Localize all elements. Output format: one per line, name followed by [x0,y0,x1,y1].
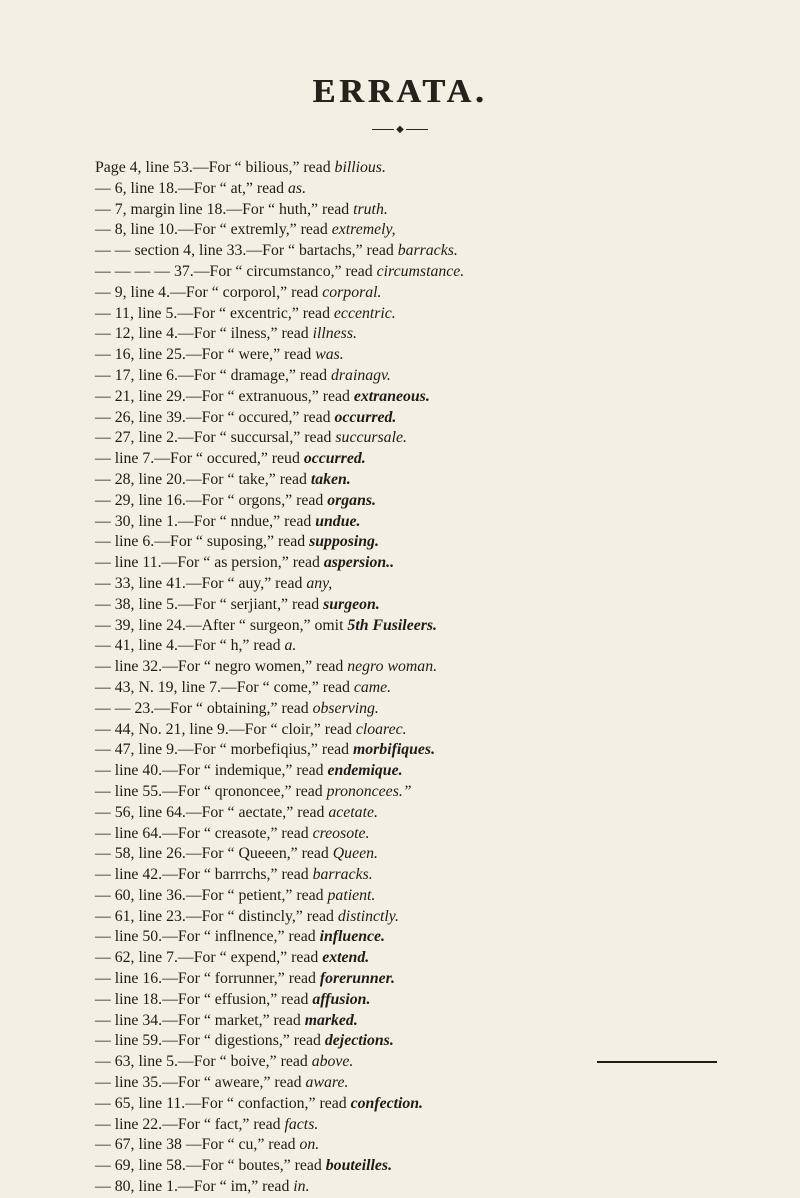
errata-location-and-error: — 39, line 24.—After “ surgeon,” omit [95,616,348,634]
errata-correction: drainagv. [331,366,391,384]
errata-location-and-error: — — 23.—For “ obtaining,” read [95,699,313,717]
errata-location-and-error: — line 16.—For “ forrunner,” read [95,970,320,988]
errata-location-and-error: — 65, line 11.—For “ confaction,” read [95,1094,351,1112]
errata-entry [95,927,785,948]
errata-correction: influence. [319,928,385,946]
closing-rule [597,1061,717,1063]
errata-correction: forerunner. [319,970,395,988]
errata-location-and-error: — 11, line 5.—For “ excentric,” read [95,304,334,322]
errata-entry [95,449,785,470]
errata-location-and-error: — line 11.—For “ as persion,” read [95,554,324,572]
errata-list [95,158,785,1198]
errata-correction: undue. [315,512,361,530]
errata-location-and-error: — 58, line 26.—For “ Queeen,” read [95,845,333,863]
errata-correction: 5th Fusileers. [347,616,437,634]
errata-correction: confection. [350,1094,423,1112]
errata-entry [95,428,785,449]
errata-entry [95,657,785,678]
errata-location-and-error: — 21, line 29.—For “ extranuous,” read [95,387,354,405]
errata-location-and-error: — 12, line 4.—For “ ilness,” read [95,325,313,343]
errata-location-and-error: Page 4, line 53.—For “ bilious,” read [95,159,335,176]
errata-location-and-error: — 61, line 23.—For “ distincly,” read [95,907,338,925]
errata-entry [95,824,785,845]
errata-location-and-error: — line 34.—For “ market,” read [95,1011,305,1029]
errata-entry [95,241,785,262]
errata-location-and-error: — 8, line 10.—For “ extremly,” read [95,221,332,239]
errata-location-and-error: — — — — 37.—For “ circumstanco,” read [95,262,377,280]
errata-entry [95,387,785,408]
errata-entry [95,865,785,886]
errata-entry [95,636,785,657]
errata-correction: patient. [327,886,376,904]
errata-entry [95,1135,785,1156]
errata-correction: surgeon. [323,595,380,613]
errata-location-and-error: — 56, line 64.—For “ aectate,” read [95,803,329,821]
errata-location-and-error: — 41, line 4.—For “ h,” read [95,637,285,655]
errata-correction: a. [284,637,297,655]
errata-correction: aspersion.. [323,554,395,572]
errata-entry [95,345,785,366]
errata-correction: truth. [353,200,388,218]
errata-correction: acetate. [328,803,378,821]
errata-entry [95,803,785,824]
errata-entry [95,595,785,616]
errata-location-and-error: — 44, No. 21, line 9.—For “ cloir,” read [95,720,356,738]
errata-location-and-error: — 30, line 1.—For “ nndue,” read [95,512,316,530]
errata-entry [95,844,785,865]
errata-correction: corporal. [322,283,382,301]
errata-location-and-error: — — section 4, line 33.—For “ bartachs,” read [95,242,398,260]
errata-location-and-error: — 60, line 36.—For “ petient,” read [95,886,328,904]
errata-location-and-error: — 43, N. 19, line 7.—For “ come,” read [95,678,354,696]
errata-correction: affusion. [312,990,371,1008]
errata-location-and-error: — 63, line 5.—For “ boive,” read [95,1053,312,1071]
errata-location-and-error: — line 35.—For “ aweare,” read [95,1074,306,1092]
errata-entry [95,324,785,345]
errata-location-and-error: — 16, line 25.—For “ were,” read [95,346,316,364]
errata-location-and-error: — line 40.—For “ indemique,” read [95,762,328,780]
errata-location-and-error: — line 18.—For “ effusion,” read [95,990,313,1008]
ornament-diamond: ◆ [396,124,404,135]
errata-correction: bouteilles. [325,1157,393,1175]
errata-entry [95,886,785,907]
errata-correction: came. [353,678,392,696]
ornament-rule-right [406,129,428,130]
errata-location-and-error: — 7, margin line 18.—For “ huth,” read [95,200,354,218]
page-title: ERRATA. [312,73,488,110]
errata-entry [95,616,785,637]
errata-entry [95,782,785,803]
errata-entry [95,262,785,283]
errata-entry [95,220,785,241]
errata-location-and-error: — 29, line 16.—For “ orgons,” read [95,491,328,509]
errata-entry [95,720,785,741]
errata-entry [95,1115,785,1136]
errata-correction: on. [299,1136,320,1154]
errata-entry [95,990,785,1011]
errata-location-and-error: — 33, line 41.—For “ auy,” read [95,574,307,592]
errata-correction: supposing. [309,533,379,551]
errata-location-and-error: — 28, line 20.—For “ take,” read [95,470,311,488]
errata-entry [95,699,785,720]
errata-correction: organs. [327,491,376,509]
errata-entry [95,304,785,325]
errata-correction: negro woman. [347,658,438,676]
errata-correction: prononcees.” [326,782,412,800]
errata-correction: extremely, [331,221,396,239]
errata-location-and-error: — line 22.—For “ fact,” read [95,1115,285,1133]
errata-location-and-error: — 47, line 9.—For “ morbefiqius,” read [95,741,353,759]
errata-correction: billious. [334,159,386,176]
errata-correction: illness. [312,325,357,343]
errata-location-and-error: — 6, line 18.—For “ at,” read [95,179,289,197]
errata-entry [95,366,785,387]
errata-correction: Queen. [332,845,378,863]
errata-entry [95,179,785,200]
errata-entry [95,491,785,512]
errata-location-and-error: — line 6.—For “ suposing,” read [95,533,310,551]
errata-entry [95,408,785,429]
errata-correction: barracks. [397,242,458,260]
errata-correction: marked. [304,1011,358,1029]
errata-correction: eccentric. [333,304,396,322]
errata-correction: any, [306,574,333,592]
errata-correction: taken. [310,470,351,488]
errata-location-and-error: — line 59.—For “ digestions,” read [95,1032,325,1050]
errata-correction: above. [311,1053,354,1071]
errata-location-and-error: — line 32.—For “ negro women,” read [95,658,348,676]
errata-entry [95,948,785,969]
errata-entry [95,574,785,595]
errata-correction: observing. [312,699,379,717]
errata-location-and-error: — 80, line 1.—For “ im,” read [95,1178,294,1196]
errata-correction: barracks. [312,866,373,884]
errata-correction: as. [288,179,307,197]
errata-correction: in. [293,1178,310,1196]
ornament-rule-left [372,129,394,130]
errata-correction: dejections. [324,1032,394,1050]
errata-entry [95,1094,785,1115]
errata-correction: extraneous. [353,387,430,405]
title-ornament [0,124,800,136]
errata-location-and-error: — 67, line 38 —For “ cu,” read [95,1136,300,1154]
errata-entry [95,1073,785,1094]
errata-location-and-error: — 69, line 58.—For “ boutes,” read [95,1157,326,1175]
errata-correction: circumstance. [376,262,465,280]
errata-entry [95,1011,785,1032]
errata-location-and-error: — line 50.—For “ inflnence,” read [95,928,320,946]
errata-correction: cloarec. [355,720,407,738]
errata-correction: distinctly. [337,907,399,925]
errata-entry [95,969,785,990]
errata-correction: facts. [284,1115,319,1133]
errata-entry [95,532,785,553]
errata-correction: occurred. [334,408,397,426]
errata-entry [95,1177,785,1198]
errata-correction: creosote. [312,824,370,842]
errata-entry [95,470,785,491]
errata-location-and-error: — 27, line 2.—For “ succursal,” read [95,429,336,447]
errata-correction: succursale. [335,429,407,447]
errata-location-and-error: — 38, line 5.—For “ serjiant,” read [95,595,324,613]
errata-correction: aware. [305,1074,349,1092]
errata-entry [95,512,785,533]
errata-entry [95,761,785,782]
errata-location-and-error: — 9, line 4.—For “ corporol,” read [95,283,323,301]
errata-correction: endemique. [327,762,403,780]
errata-correction: morbifiques. [352,741,436,759]
errata-entry [95,740,785,761]
errata-location-and-error: — 26, line 39.—For “ occured,” read [95,408,335,426]
errata-location-and-error: — line 7.—For “ occured,” reud [95,450,304,468]
errata-location-and-error: — 62, line 7.—For “ expend,” read [95,949,323,967]
errata-entry [95,678,785,699]
errata-entry [95,200,785,221]
errata-entry [95,907,785,928]
errata-location-and-error: — line 42.—For “ barrrchs,” read [95,866,313,884]
errata-entry [95,1031,785,1052]
errata-location-and-error: — 17, line 6.—For “ dramage,” read [95,366,331,384]
errata-entry [95,158,785,179]
errata-correction: occurred. [303,450,366,468]
errata-entry [95,553,785,574]
errata-entry [95,283,785,304]
errata-correction: extend. [322,949,370,967]
errata-location-and-error: — line 64.—For “ creasote,” read [95,824,313,842]
errata-correction: was. [315,346,344,364]
errata-location-and-error: — line 55.—For “ qrononcee,” read [95,782,327,800]
